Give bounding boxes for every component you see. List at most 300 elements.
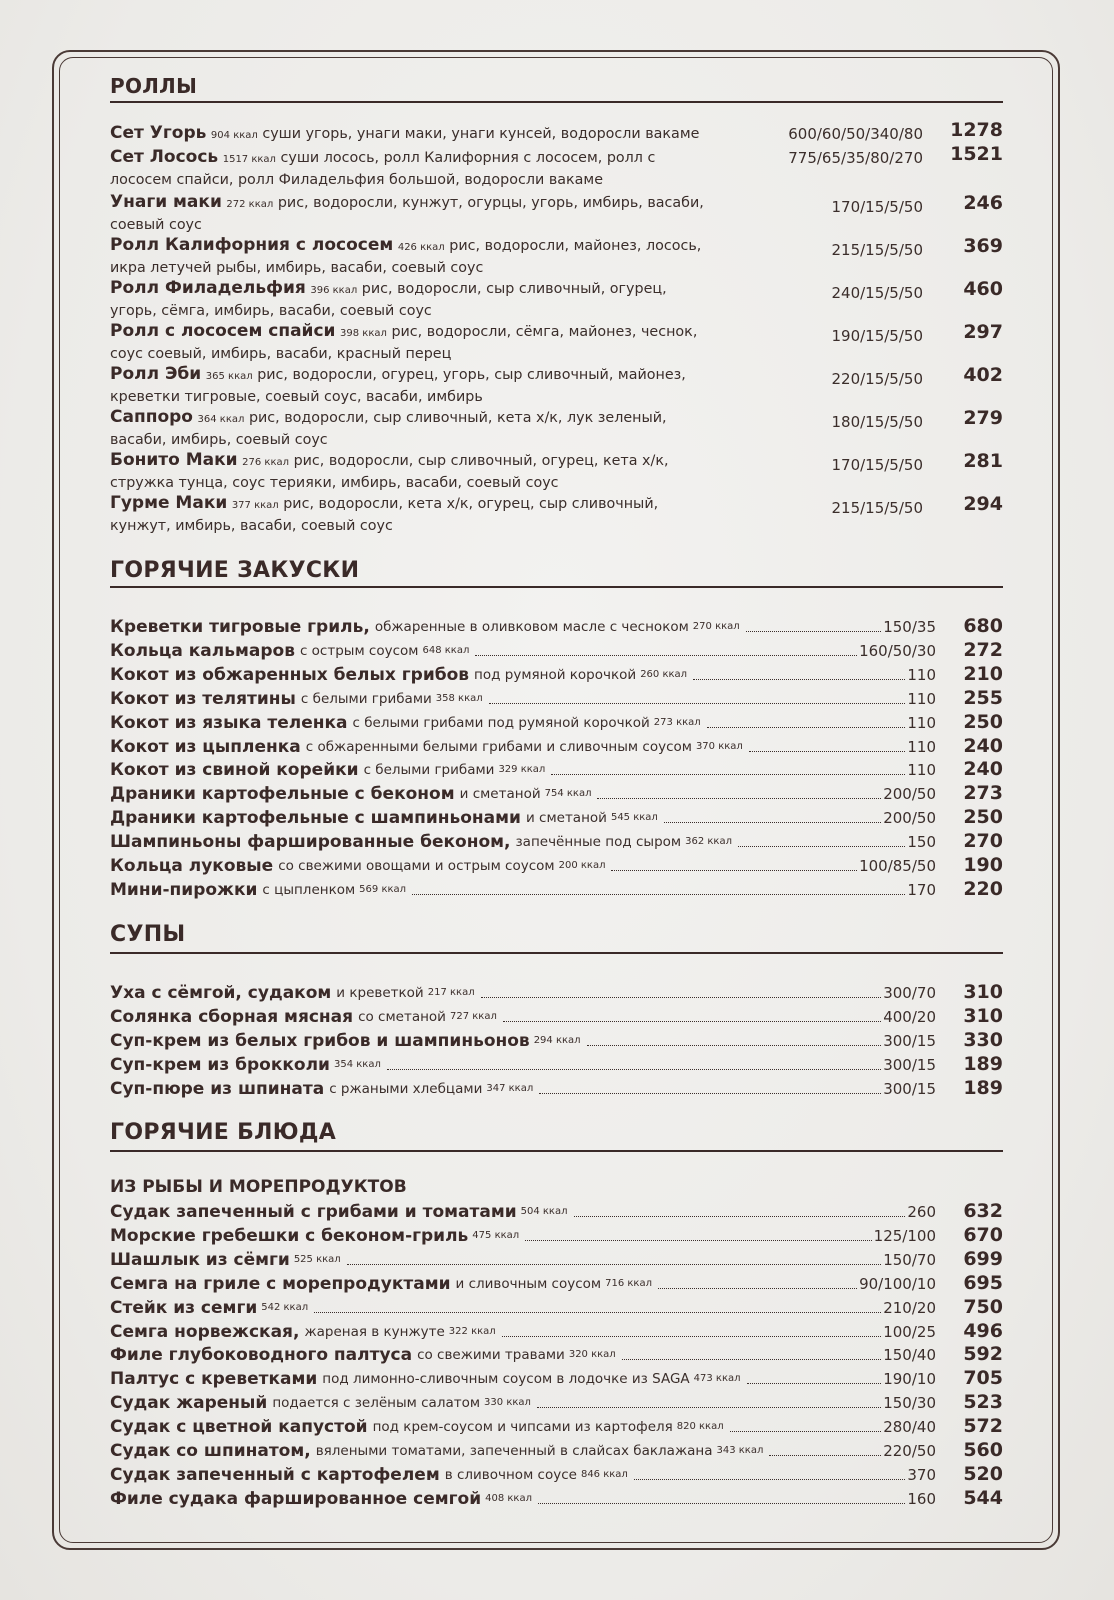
menu-item-name: Суп-крем из брокколи — [110, 1054, 330, 1075]
menu-item-price: 705 — [963, 1367, 1003, 1390]
dot-leader — [693, 664, 905, 680]
menu-item-kcal: 542 ккал — [261, 1301, 309, 1313]
menu-item-extra: и креветкой — [336, 985, 424, 1001]
menu-item-kcal: 347 ккал — [486, 1082, 534, 1094]
menu-item-kcal: 525 ккал — [293, 1253, 341, 1265]
menu-item-line — [110, 879, 936, 901]
roll-portion: 190/15/5/50 — [831, 327, 923, 345]
menu-item-portion: 150/70 — [883, 1250, 936, 1269]
menu-item-price: 250 — [963, 710, 1003, 733]
menu-item-price: 592 — [963, 1343, 1003, 1366]
menu-item-price: 750 — [963, 1295, 1003, 1318]
menu-item-kcal: 569 ккал — [359, 883, 407, 895]
roll-description — [110, 364, 710, 408]
menu-item-kcal: 320 ккал — [568, 1349, 616, 1361]
roll-description — [110, 123, 710, 146]
roll-price: 1521 — [950, 143, 1003, 165]
menu-item-line — [110, 640, 936, 662]
menu-item-line — [110, 712, 936, 734]
menu-item-portion: 150 — [907, 833, 936, 852]
menu-item — [110, 1249, 1003, 1271]
menu-item — [110, 1368, 1003, 1390]
roll-price: 246 — [963, 192, 1003, 214]
menu-item-line — [110, 616, 936, 638]
menu-item-price: 699 — [963, 1247, 1003, 1270]
dot-leader — [634, 1464, 906, 1480]
menu-item-portion: 150/35 — [883, 618, 936, 636]
menu-item-name: Морские гребешки с беконом-гриль — [110, 1225, 469, 1246]
menu-item-portion: 400/20 — [883, 1007, 936, 1026]
menu-item — [110, 1078, 1003, 1100]
dot-leader — [769, 1440, 881, 1456]
menu-item — [110, 736, 1003, 758]
menu-item-extra: и сметаной — [459, 786, 541, 803]
roll-kcal: 398 ккал — [340, 328, 387, 339]
menu-item — [110, 1392, 1003, 1414]
menu-item-line — [110, 1344, 936, 1366]
menu-item-name: Креветки тигровые гриль, — [110, 617, 370, 637]
dot-leader — [475, 640, 857, 656]
dot-leader — [551, 759, 905, 775]
roll-description — [110, 147, 710, 191]
roll-price: 402 — [963, 364, 1003, 386]
roll-ingredients: рис, водоросли, кунжут, огурцы, угорь, имбирь, васаби, соевый соус — [110, 195, 704, 233]
dot-leader — [658, 1273, 857, 1289]
dot-leader — [387, 1054, 881, 1070]
section-title-hot-snacks: ГОРЯЧИЕ ЗАКУСКИ — [110, 558, 360, 583]
menu-item-line — [110, 1368, 936, 1390]
roll-price: 460 — [963, 278, 1003, 300]
menu-item-extra: со свежими овощами и острым соусом — [278, 858, 555, 874]
menu-item-extra: подается с зелёным салатом — [272, 1395, 481, 1412]
roll-kcal: 426 ккал — [397, 242, 445, 253]
dot-leader — [587, 1030, 882, 1046]
roll-kcal: 272 ккал — [226, 199, 274, 210]
dot-leader — [707, 712, 906, 728]
menu-item — [110, 1464, 1003, 1486]
menu-item-portion: 300/15 — [883, 1079, 936, 1098]
roll-portion: 180/15/5/50 — [831, 413, 923, 431]
dot-leader — [503, 1006, 881, 1022]
menu-item-kcal: 473 ккал — [693, 1373, 741, 1385]
menu-item-kcal: 358 ккал — [435, 692, 483, 704]
menu-item-price: 220 — [963, 877, 1003, 900]
menu-item-price: 670 — [963, 1223, 1003, 1246]
menu-item-name: Кокот из свиной корейки — [110, 760, 359, 781]
menu-item-portion: 300/70 — [883, 984, 936, 1002]
dot-leader — [730, 1416, 882, 1432]
menu-item-line — [110, 783, 936, 805]
menu-item-line — [110, 736, 936, 758]
menu-item-name: Кокот из обжаренных белых грибов — [110, 664, 470, 685]
menu-item-extra: со сметаной — [358, 1008, 446, 1025]
menu-item-line — [110, 1464, 936, 1486]
menu-item — [110, 1030, 1003, 1052]
roll-kcal: 904 ккал — [210, 130, 258, 141]
menu-item-portion: 90/100/10 — [859, 1274, 936, 1293]
menu-item-portion: 220/50 — [883, 1442, 936, 1460]
menu-item-portion: 280/40 — [883, 1418, 936, 1437]
menu-item-portion: 300/15 — [883, 1055, 936, 1074]
menu-item — [110, 879, 1003, 901]
menu-item-price: 189 — [963, 1052, 1003, 1075]
menu-item — [110, 1054, 1003, 1076]
subsection-title-fish: ИЗ РЫБЫ И МОРЕПРОДУКТОВ — [110, 1177, 407, 1197]
menu-item-name: Солянка сборная мясная — [110, 1006, 354, 1027]
menu-item-price: 560 — [963, 1439, 1003, 1461]
menu-item-extra: с цыпленком — [262, 881, 356, 898]
menu-item-line — [110, 1225, 936, 1247]
menu-item — [110, 1273, 1003, 1295]
menu-item-line — [110, 1297, 936, 1319]
menu-item-price: 680 — [963, 615, 1003, 637]
menu-item-line — [110, 1078, 936, 1100]
menu-item — [110, 1416, 1003, 1438]
section-title-hot-dishes: ГОРЯЧИЕ БЛЮДА — [110, 1120, 337, 1145]
roll-description — [110, 235, 710, 279]
menu-item-extra: с ржаными хлебцами — [329, 1080, 483, 1097]
menu-item-extra: с белыми грибами — [300, 690, 432, 707]
menu-item-price: 255 — [963, 686, 1003, 709]
menu-item-portion: 200/50 — [883, 785, 936, 804]
menu-item-name: Кокот из телятины — [110, 688, 296, 709]
menu-item-portion: 260 — [907, 1203, 936, 1221]
menu-item-extra: жареная в кунжуте — [304, 1323, 445, 1340]
menu-item — [110, 688, 1003, 710]
roll-name: Ролл с лососем спайси — [110, 321, 336, 341]
menu-item-name: Судак жареный — [110, 1393, 268, 1414]
roll-portion: 170/15/5/50 — [831, 198, 923, 216]
menu-item-name: Стейк из семги — [110, 1297, 258, 1318]
menu-item-kcal: 716 ккал — [605, 1277, 652, 1289]
dot-leader — [489, 688, 906, 704]
menu-item-name: Шампиньоны фаршированные беконом, — [110, 832, 511, 853]
menu-item — [110, 1488, 1003, 1510]
roll-price: 281 — [963, 450, 1003, 472]
menu-item-kcal: 754 ккал — [544, 788, 592, 800]
roll-price: 369 — [963, 235, 1003, 257]
menu-item-price: 632 — [963, 1200, 1003, 1222]
menu-item-name: Суп-крем из белых грибов и шампиньонов — [110, 1030, 530, 1051]
menu-item-extra: с острым соусом — [299, 642, 419, 659]
dot-leader — [611, 855, 857, 871]
menu-item-kcal: 330 ккал — [484, 1397, 531, 1409]
menu-item-portion: 150/40 — [883, 1346, 936, 1365]
menu-item — [110, 1321, 1003, 1343]
menu-item-line — [110, 1249, 936, 1271]
menu-item-name: Кокот из цыпленка — [110, 736, 301, 757]
menu-item-name: Судак со шпинатом, — [110, 1441, 311, 1461]
roll-portion: 215/15/5/50 — [831, 241, 923, 259]
menu-item-portion: 160 — [907, 1489, 936, 1508]
roll-kcal: 377 ккал — [231, 500, 279, 511]
menu-item-kcal: 294 ккал — [533, 1034, 581, 1046]
menu-item-extra: обжаренные в оливковом масле с чесноком — [374, 619, 689, 635]
menu-item-name: Шашлык из сёмги — [110, 1249, 290, 1270]
menu-item — [110, 712, 1003, 734]
dot-leader — [525, 1225, 872, 1241]
menu-item-kcal: 217 ккал — [427, 987, 475, 998]
roll-price: 1278 — [950, 119, 1003, 141]
menu-item-portion: 110 — [907, 737, 936, 756]
menu-item-kcal: 545 ккал — [610, 812, 658, 824]
roll-ingredients: рис, водоросли, сыр сливочный, огурец, кета х/к, стружка тунца, соус терияки, имбирь, васаби, соевый соус — [110, 453, 669, 491]
menu-item — [110, 1297, 1003, 1319]
menu-item-kcal: 504 ккал — [520, 1206, 568, 1217]
menu-item-extra: с белыми грибами — [363, 762, 495, 779]
dot-leader — [481, 982, 882, 998]
dot-leader — [738, 831, 905, 847]
menu-item-line — [110, 759, 936, 781]
section-divider — [110, 952, 1003, 954]
dot-leader — [749, 736, 906, 752]
menu-item-portion: 110 — [907, 689, 936, 708]
menu-item-line — [110, 1201, 936, 1223]
menu-item — [110, 855, 1003, 877]
menu-item-portion: 190/10 — [883, 1370, 936, 1389]
menu-item-line — [110, 831, 936, 853]
menu-item-line — [110, 1006, 936, 1028]
roll-description — [110, 321, 710, 365]
menu-item-name: Уха с сёмгой, судаком — [110, 983, 332, 1003]
menu-item-price: 572 — [963, 1415, 1003, 1438]
menu-item-kcal: 727 ккал — [449, 1010, 497, 1022]
menu-item-name: Драники картофельные с шампиньонами — [110, 808, 521, 829]
menu-item-kcal: 370 ккал — [695, 740, 743, 752]
menu-item-kcal: 475 ккал — [472, 1229, 520, 1241]
menu-item-line — [110, 1321, 936, 1343]
menu-item-name: Мини-пирожки — [110, 879, 258, 900]
menu-item-kcal: 648 ккал — [422, 644, 470, 656]
roll-description — [110, 192, 710, 236]
menu-item — [110, 759, 1003, 781]
menu-item-price: 496 — [963, 1319, 1003, 1342]
menu-item-price: 240 — [963, 758, 1003, 781]
dot-leader — [746, 616, 882, 632]
menu-item — [110, 664, 1003, 686]
menu-item-name: Судак запеченный с картофелем — [110, 1464, 440, 1485]
dot-leader — [538, 1488, 905, 1504]
menu-item-kcal: 354 ккал — [333, 1058, 381, 1070]
roll-name: Ролл Эби — [110, 364, 202, 384]
menu-item-price: 310 — [963, 1004, 1003, 1027]
roll-ingredients: рис, водоросли, сыр сливочный, кета х/к, лук зеленый, васаби, имбирь, соевый соус — [110, 410, 667, 448]
menu-item-name: Филе судака фаршированное семгой — [110, 1488, 482, 1509]
menu-item-portion: 110 — [907, 713, 936, 732]
roll-description — [110, 278, 710, 322]
menu-item-portion: 200/50 — [883, 809, 936, 828]
section-divider — [110, 586, 1003, 588]
roll-ingredients: рис, водоросли, огурец, угорь, сыр сливочный, майонез, креветки тигровые, соевый соус, васаби, имбирь — [110, 367, 686, 405]
dot-leader — [347, 1249, 882, 1265]
menu-item-kcal: 329 ккал — [498, 764, 546, 776]
roll-name: Бонито Маки — [110, 450, 238, 470]
roll-name: Ролл Калифорния с лососем — [110, 235, 394, 255]
section-divider — [110, 1150, 1003, 1152]
menu-item — [110, 616, 1003, 638]
roll-ingredients: рис, водоросли, кета х/к, огурец, сыр сливочный, кунжут, имбирь, васаби, соевый соус — [110, 496, 659, 534]
roll-portion: 240/15/5/50 — [831, 284, 923, 302]
menu-item-extra: с белыми грибами под румяной корочкой — [352, 714, 650, 731]
menu-item-extra: вялеными томатами, запеченный в слайсах баклажана — [315, 1443, 713, 1459]
roll-ingredients: рис, водоросли, майонез, лосось, икра летучей рыбы, имбирь, васаби, соевый соус — [110, 238, 702, 276]
menu-item-kcal: 408 ккал — [485, 1492, 532, 1504]
menu-item — [110, 1201, 1003, 1223]
menu-item-extra: с обжаренными белыми грибами и сливочным соусом — [305, 738, 692, 755]
menu-item — [110, 1006, 1003, 1028]
menu-item-portion: 150/30 — [883, 1394, 936, 1413]
menu-item-price: 695 — [963, 1271, 1003, 1294]
roll-price: 279 — [963, 407, 1003, 429]
menu-item-extra: под румяной корочкой — [474, 666, 637, 683]
dot-leader — [574, 1201, 906, 1217]
menu-item-portion: 300/15 — [883, 1031, 936, 1050]
dot-leader — [412, 879, 905, 895]
menu-item-kcal: 200 ккал — [558, 860, 606, 871]
roll-kcal: 1517 ккал — [222, 154, 276, 165]
menu-item-portion: 160/50/30 — [859, 641, 936, 660]
roll-portion: 775/65/35/80/270 — [788, 149, 923, 167]
roll-portion: 215/15/5/50 — [831, 499, 923, 517]
menu-item-price: 189 — [963, 1076, 1003, 1099]
roll-kcal: 365 ккал — [205, 371, 253, 382]
menu-item-name: Кольца кальмаров — [110, 640, 295, 661]
roll-kcal: 364 ккал — [197, 414, 245, 425]
menu-item-portion: 110 — [907, 665, 936, 684]
menu-item-price: 272 — [963, 638, 1003, 661]
menu-item — [110, 982, 1003, 1004]
menu-item-line — [110, 664, 936, 686]
menu-item-price: 520 — [963, 1462, 1003, 1485]
menu-item-extra: со свежими травами — [417, 1347, 565, 1364]
menu-item-portion: 100/25 — [883, 1322, 936, 1341]
menu-item-extra: под лимонно-сливочным соусом в лодочке из SAGA — [322, 1371, 690, 1388]
menu-item-extra: и сметаной — [525, 810, 607, 827]
dot-leader — [622, 1344, 882, 1360]
menu-item-price: 250 — [963, 806, 1003, 829]
menu-item-name: Семга на гриле с морепродуктами — [110, 1273, 451, 1294]
menu-item-kcal: 362 ккал — [685, 836, 732, 848]
section-title-rolls: РОЛЛЫ — [110, 74, 198, 98]
roll-name: Саппоро — [110, 407, 193, 427]
menu-item-kcal: 273 ккал — [653, 716, 701, 728]
menu-item — [110, 1225, 1003, 1247]
menu-item-line — [110, 1030, 936, 1052]
menu-item-name: Кольца луковые — [110, 856, 274, 876]
menu-item-extra: и сливочным соусом — [455, 1275, 602, 1292]
menu-item-portion: 210/20 — [883, 1298, 936, 1317]
roll-kcal: 396 ккал — [310, 285, 358, 296]
menu-item-price: 240 — [963, 734, 1003, 757]
menu-item-portion: 100/85/50 — [859, 857, 936, 875]
section-divider — [110, 101, 1003, 103]
menu-item-kcal: 322 ккал — [448, 1325, 496, 1337]
menu-item — [110, 783, 1003, 805]
roll-name: Гурме Маки — [110, 493, 228, 513]
roll-description — [110, 407, 710, 451]
roll-kcal: 276 ккал — [242, 457, 290, 468]
dot-leader — [539, 1078, 881, 1094]
roll-ingredients: суши угорь, унаги маки, унаги кунсей, водоросли вакаме — [262, 126, 700, 142]
menu-item — [110, 640, 1003, 662]
dot-leader — [314, 1297, 881, 1313]
menu-item-name: Кокот из языка теленка — [110, 712, 348, 733]
menu-item-price: 544 — [963, 1486, 1003, 1509]
menu-item-price: 210 — [963, 662, 1003, 685]
menu-item-name: Семга норвежская, — [110, 1321, 300, 1342]
menu-item-name: Палтус с креветками — [110, 1369, 318, 1390]
dot-leader — [747, 1368, 882, 1384]
menu-item-extra: запечённые под сыром — [515, 834, 682, 851]
roll-portion: 220/15/5/50 — [831, 370, 923, 388]
menu-item-name: Суп-пюре из шпината — [110, 1078, 325, 1099]
roll-ingredients: рис, водоросли, сыр сливочный, огурец, угорь, сёмга, имбирь, васаби, соевый соус — [110, 281, 667, 319]
menu-item-kcal: 260 ккал — [640, 668, 688, 680]
roll-portion: 170/15/5/50 — [831, 456, 923, 474]
dot-leader — [537, 1392, 881, 1408]
menu-item-price: 310 — [963, 981, 1003, 1003]
menu-item — [110, 1440, 1003, 1462]
menu-item-portion: 170 — [907, 880, 936, 899]
roll-price: 297 — [963, 321, 1003, 343]
dot-leader — [502, 1321, 882, 1337]
menu-item-extra: под крем-соусом и чипсами из картофеля — [372, 1419, 673, 1436]
menu-item-kcal: 846 ккал — [580, 1468, 628, 1480]
menu-item-kcal: 820 ккал — [676, 1421, 724, 1433]
section-title-soups: СУПЫ — [110, 922, 186, 947]
menu-item-price: 270 — [963, 830, 1003, 853]
menu-item-line — [110, 1054, 936, 1076]
menu-item-price: 190 — [963, 854, 1003, 876]
menu-item-line — [110, 1440, 936, 1462]
roll-price: 294 — [963, 493, 1003, 515]
menu-item-line — [110, 807, 936, 829]
menu-item-line — [110, 982, 936, 1004]
roll-name: Сет Лосось — [110, 147, 219, 167]
roll-name: Унаги маки — [110, 192, 222, 212]
menu-item-extra: в сливочном соусе — [444, 1466, 577, 1483]
menu-item-line — [110, 855, 936, 877]
menu-item-line — [110, 1392, 936, 1414]
menu-item-kcal: 343 ккал — [716, 1445, 764, 1456]
roll-ingredients: рис, водоросли, сёмга, майонез, чеснок, соус соевый, имбирь, васаби, красный перец — [110, 324, 698, 362]
roll-description — [110, 450, 710, 494]
menu-item-line — [110, 688, 936, 710]
menu-item — [110, 831, 1003, 853]
dot-leader — [597, 783, 881, 799]
menu-item-name: Драники картофельные с беконом — [110, 784, 455, 805]
menu-item-line — [110, 1416, 936, 1438]
roll-ingredients: суши лосось, ролл Калифорния с лососем, ролл с лососем спайси, ролл Филадельфия большой, водоросли вакаме — [110, 150, 656, 188]
roll-name: Сет Угорь — [110, 123, 207, 143]
menu-item-portion: 125/100 — [873, 1226, 936, 1245]
menu-item-portion: 110 — [907, 761, 936, 780]
menu-item — [110, 807, 1003, 829]
menu-item-name: Судак запеченный с грибами и томатами — [110, 1202, 517, 1222]
roll-portion: 600/60/50/340/80 — [788, 125, 923, 143]
menu-item-line — [110, 1273, 936, 1295]
menu-item-price: 330 — [963, 1028, 1003, 1051]
roll-description — [110, 493, 710, 537]
menu-item-kcal: 270 ккал — [692, 621, 740, 632]
menu-item — [110, 1344, 1003, 1366]
menu-item-price: 523 — [963, 1391, 1003, 1414]
menu-item-name: Судак с цветной капустой — [110, 1417, 368, 1438]
menu-item-line — [110, 1488, 936, 1510]
dot-leader — [664, 807, 881, 823]
roll-name: Ролл Филадельфия — [110, 278, 306, 298]
menu-item-portion: 370 — [907, 1465, 936, 1484]
